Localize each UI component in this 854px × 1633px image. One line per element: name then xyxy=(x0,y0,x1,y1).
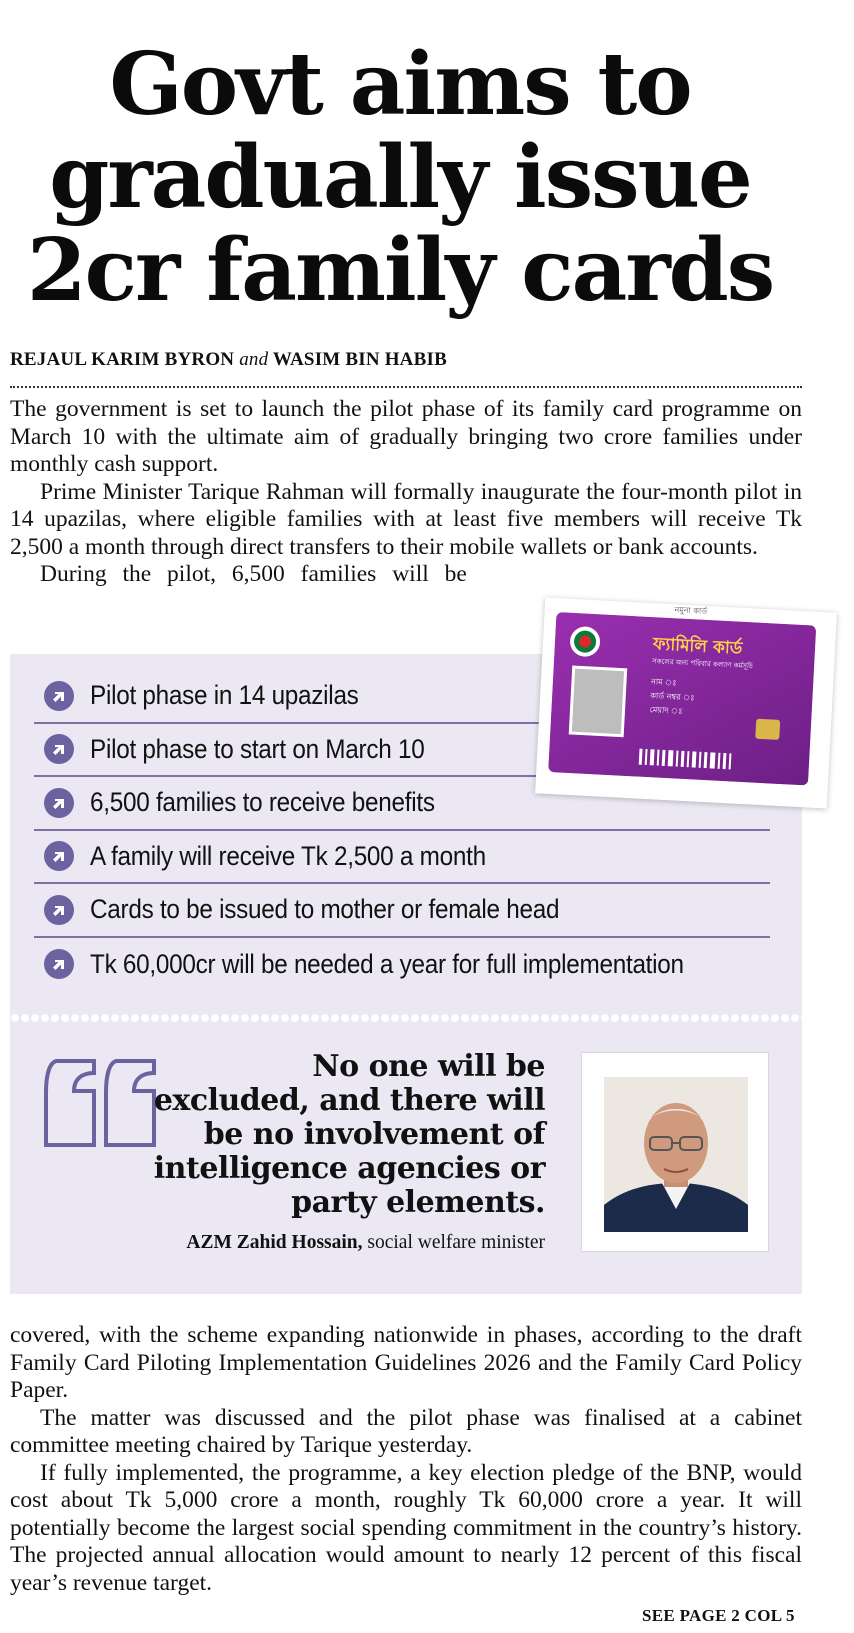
paragraph: If fully implemented, the programme, a key election pledge of the BNP, would cost about Tk 5,000 crore a month, roughly Tk 60,000 crore a year. It will potentially become the largest social spending commitment in the country’s history. The projected annual allocation would amount to nearly 12 percent of this fiscal year’s revenue target. xyxy=(10,1459,802,1596)
author-name: REJAUL KARIM BYRON xyxy=(10,349,235,370)
byline-conjunction: and xyxy=(239,349,269,370)
card-field: মেয়াদ ঃ xyxy=(649,705,683,716)
byline-divider xyxy=(10,386,802,388)
speaker-role: social welfare minister xyxy=(367,1232,545,1253)
headline-line: Govt aims to xyxy=(109,34,691,135)
card-field: নাম ঃ xyxy=(650,677,677,688)
avatar xyxy=(604,1077,748,1232)
highlight-text: A family will receive Tk 2,500 a month xyxy=(90,840,486,871)
highlight-text: 6,500 families to receive benefits xyxy=(90,787,435,818)
pull-quote: No one will be excluded, and there will be no involvement of intelligence agencies or party elements. xyxy=(153,1049,545,1220)
headline xyxy=(0,34,800,321)
arrow-circle-icon xyxy=(44,949,74,979)
quote-attribution xyxy=(110,1232,545,1254)
list-item xyxy=(34,938,770,992)
headline-line: 2cr family cards xyxy=(26,220,774,321)
quote-mark-icon xyxy=(44,1053,164,1158)
article-body-top xyxy=(10,396,802,589)
paragraph: The government is set to launch the pilot phase of its family card programme on March 10 with the ultimate aim of gradually bringing two crore families under monthly cash support. xyxy=(10,396,802,477)
speaker-name: AZM Zahid Hossain, xyxy=(186,1232,363,1253)
family-card-image xyxy=(535,597,837,808)
paragraph: The matter was discussed and the pilot phase was finalised at a cabinet committee meeting chaired by Tarique yesterday. xyxy=(10,1404,802,1458)
arrow-circle-icon xyxy=(44,788,74,818)
card-field: কার্ড নম্বর ঃ xyxy=(650,691,695,703)
card-body xyxy=(548,612,816,785)
byline xyxy=(10,349,447,371)
arrow-circle-icon xyxy=(44,841,74,871)
card-tagline: সকলের জন্য পরিবার কল্যাণ কর্মসূচি xyxy=(651,657,753,671)
paragraph: covered, with the scheme expanding nationwide in phases, according to the draft Family Card Piloting Implementation Guidelines 2026 and the Family Card Policy Paper. xyxy=(10,1322,802,1403)
highlight-text: Tk 60,000cr will be needed a year for full implementation xyxy=(90,948,684,979)
highlight-text: Pilot phase to start on March 10 xyxy=(90,733,425,764)
dotted-separator xyxy=(10,1014,802,1022)
headline-line: gradually issue xyxy=(49,127,751,228)
card-title: ফ্যামিলি কার্ড xyxy=(652,634,743,659)
article-body-bottom xyxy=(10,1322,802,1597)
portrait-frame xyxy=(582,1053,768,1251)
jump-line: SEE PAGE 2 COL 5 xyxy=(642,1606,795,1625)
card-sample-label: নমুনা কার্ড xyxy=(674,605,708,616)
highlight-text: Cards to be issued to mother or female head xyxy=(90,894,560,925)
arrow-circle-icon xyxy=(44,734,74,764)
list-item xyxy=(34,831,770,885)
author-name: WASIM BIN HABIB xyxy=(272,349,447,370)
card-fields xyxy=(649,675,695,719)
paragraph: Prime Minister Tarique Rahman will formally inaugurate the four-month pilot in 14 upazilas, where eligible families with at least five members will receive Tk 2,500 a month through direct transfers to their mobile wallets or bank accounts. xyxy=(10,478,802,560)
list-item xyxy=(34,884,770,938)
arrow-circle-icon xyxy=(44,681,74,711)
arrow-circle-icon xyxy=(44,895,74,925)
paragraph: During the pilot, 6,500 families will be xyxy=(40,561,467,587)
highlight-text: Pilot phase in 14 upazilas xyxy=(90,680,359,711)
